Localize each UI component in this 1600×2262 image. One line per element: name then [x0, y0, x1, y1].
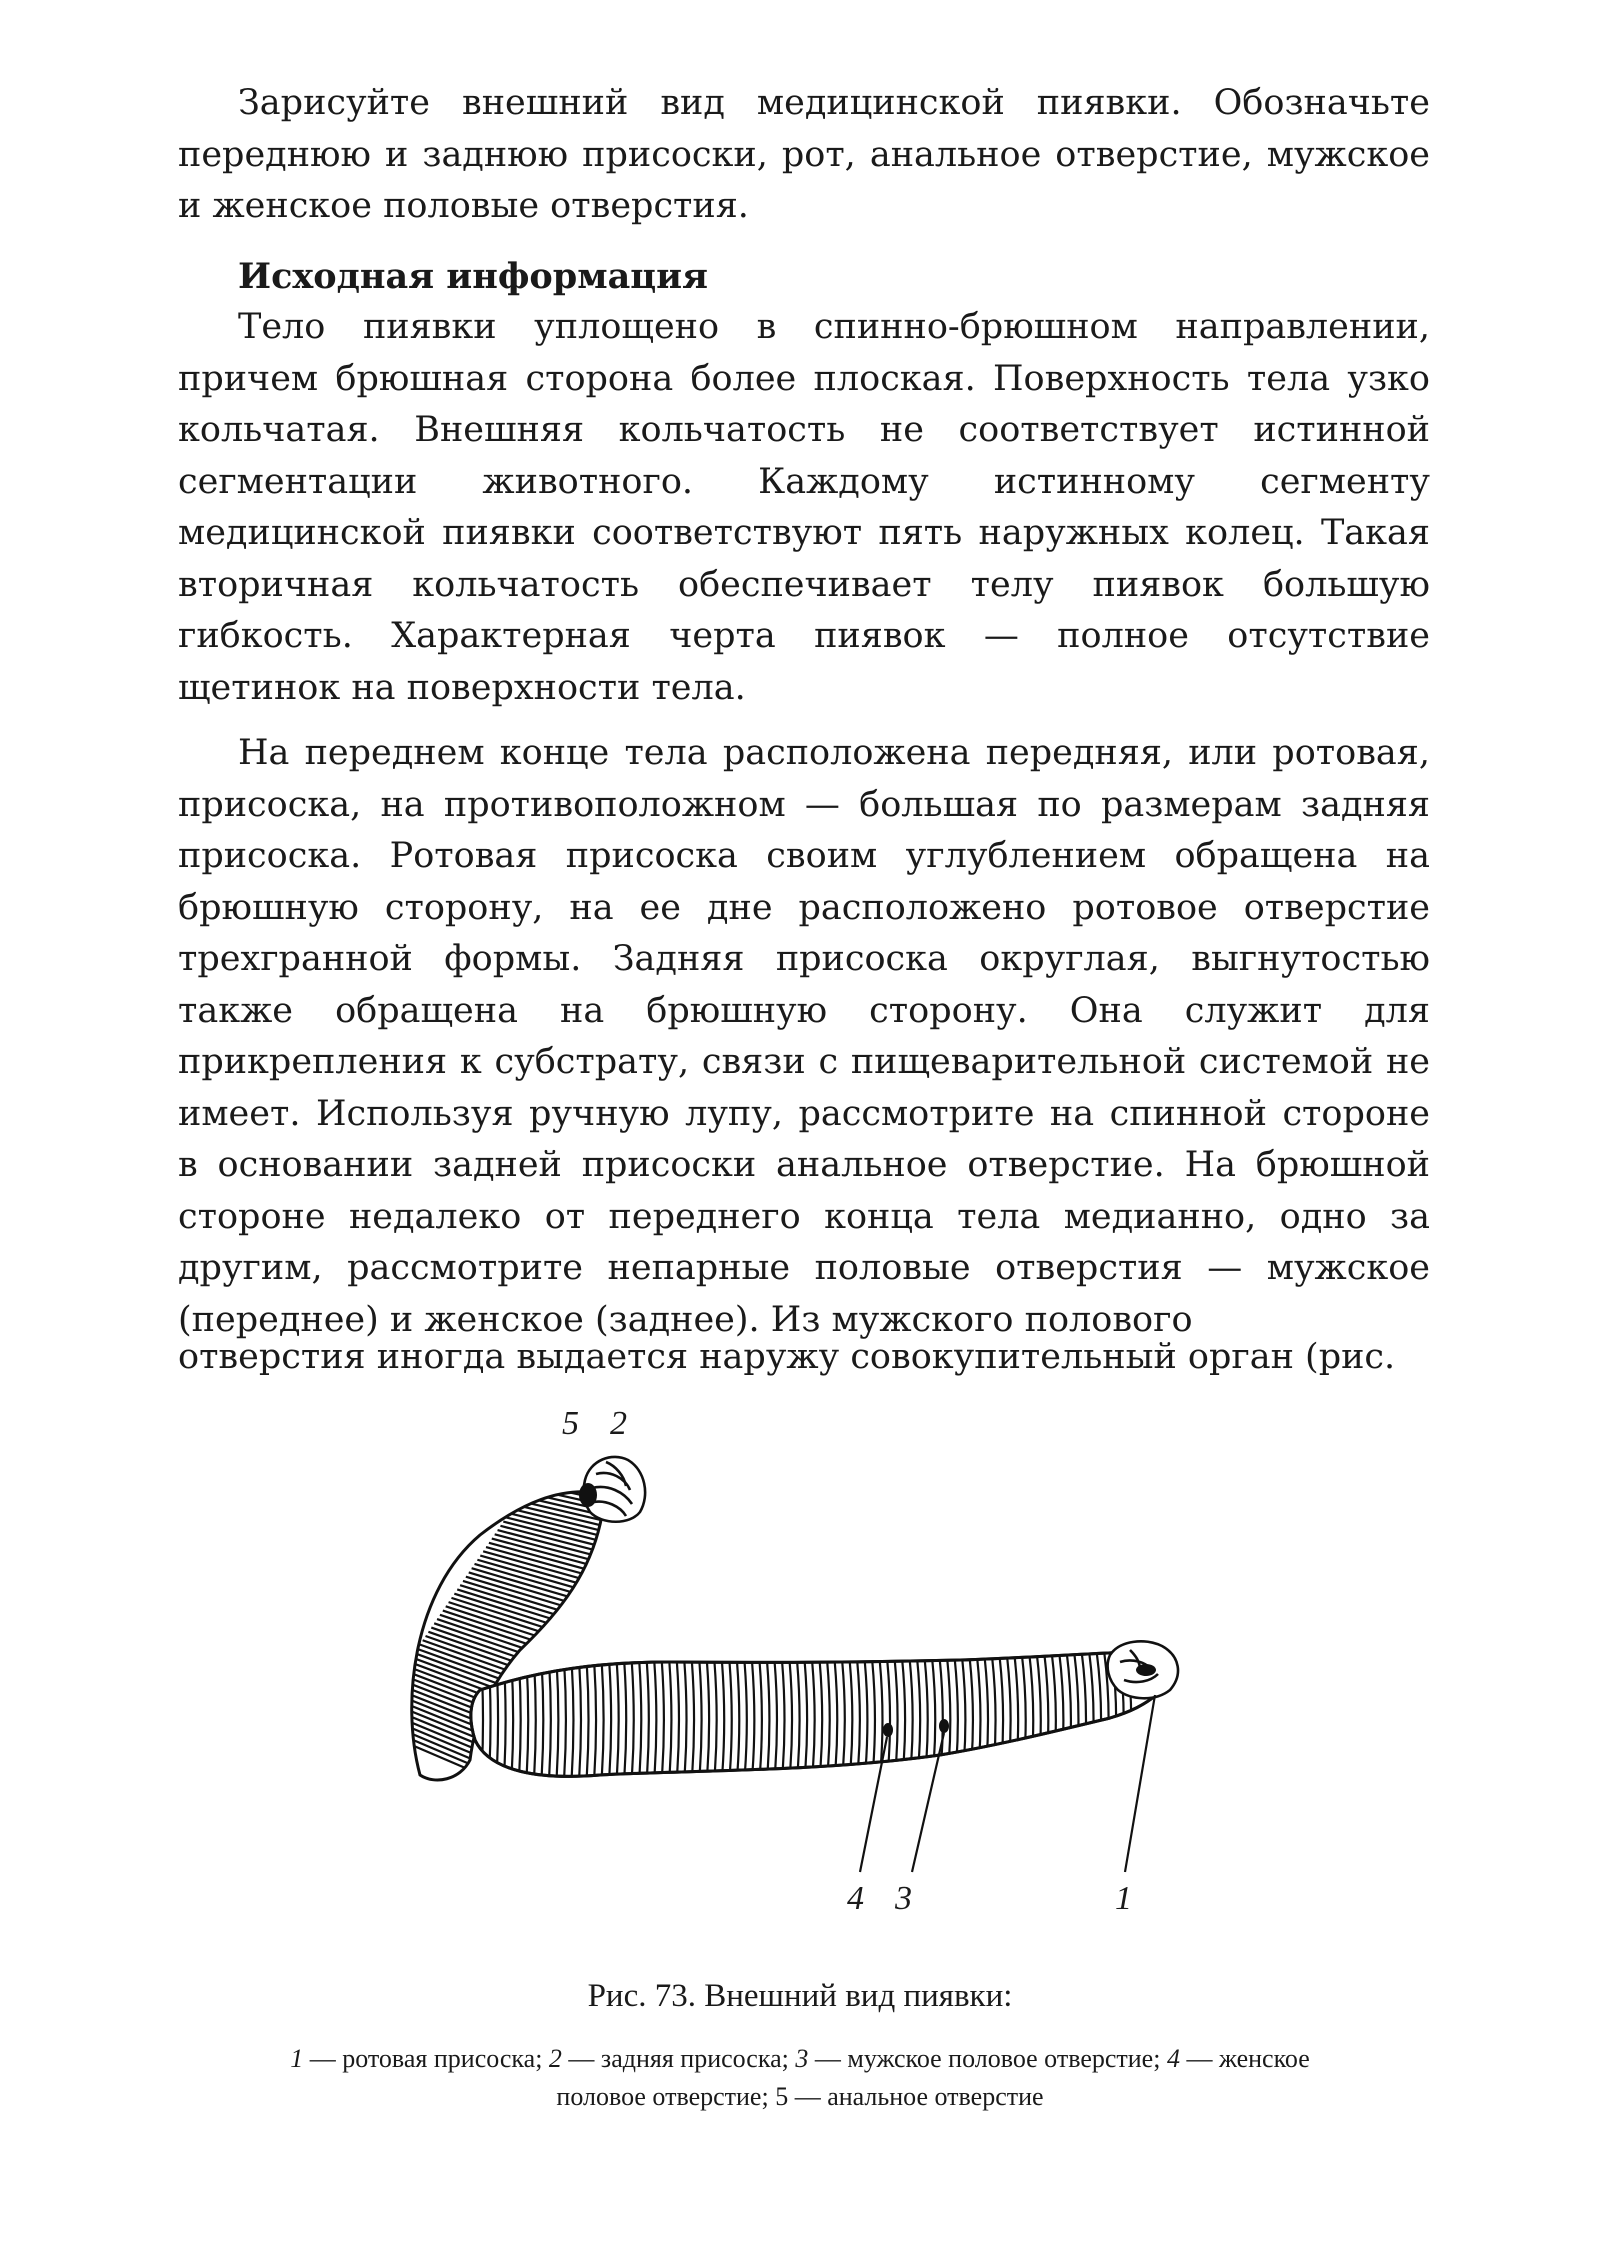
label-5: 5 [562, 1405, 579, 1442]
text-clip [178, 78, 1430, 1366]
figure-caption-legend [250, 2040, 1350, 2116]
intro-paragraph: Зарисуйте внешний вид медицинской пиявки. Обозначьте переднюю и заднюю присоски, рот, анальное отверстие, мужское и женское половые отверстия. [178, 83, 1430, 226]
leech-figure [340, 1400, 1260, 1960]
label-1: 1 [1115, 1880, 1132, 1917]
paragraph-body-shape: Тело пиявки уплощено в спинно-брюшном направлении, причем брюшная сторона более плоская. Поверхность тела узко кольчатая. Внешняя кольчатость не соответствует истинной сегментации животного. Каждому истинному сегменту медицинской пиявки соответствуют пять наружных колец. Такая вторичная кольчатость обеспечивает телу пиявок большую гибкость. Характерная черта пиявок — полное отсутствие щетинок на поверхности тела. [178, 307, 1430, 708]
legend-item-1: 1 — ротовая присоска; [290, 2044, 549, 2073]
legend-item-3: 3 — мужское половое отверстие; [795, 2044, 1167, 2073]
section-heading: Исходная информация [238, 255, 708, 297]
cut-off-line [178, 1337, 1430, 1384]
leader-line-1 [1125, 1695, 1155, 1872]
label-4: 4 [847, 1880, 864, 1917]
paragraph-suckers: На переднем конце тела расположена передняя, или ротовая, присоска, на противоположном — большая по размерам задняя присоска. Ротовая присоска своим углублением обращена на брюшную сторону, на ее дне расположено ротовое отверстие трехгранной формы. Задняя присоска округлая, выгнутостью также обращена на брюшную сторону. Она служит для прикрепления к субстрату, связи с пищеварительной системой не имеет. Используя ручную лупу, рассмотрите на спинной стороне в основании задней присоски анальное отверстие. На брюшной стороне недалеко от переднего конца тела медианно, одно за другим, рассмотрите непарные половые отверстия — мужское (переднее) и женское (заднее). Из мужского полового [178, 733, 1430, 1340]
male-genital-opening [939, 1719, 949, 1733]
legend-item-4: 4 — женское половое отверстие; 5 — анальное отверстие [556, 2044, 1310, 2111]
anal-opening [579, 1483, 597, 1507]
legend-item-2: 2 — задняя присоска; [548, 2044, 796, 2073]
cut-off-line-text: отверстия иногда выдается наружу совокупительный орган (рис. [178, 1337, 1396, 1377]
label-2: 2 [610, 1405, 627, 1442]
figure-caption-title: Рис. 73. Внешний вид пиявки: [587, 1978, 1013, 2014]
body-text [178, 78, 1430, 1366]
mouth-opening [1136, 1664, 1156, 1676]
label-3: 3 [895, 1880, 912, 1917]
leech-body [471, 1640, 1166, 1800]
female-genital-opening [883, 1723, 893, 1737]
leech-drawing [340, 1400, 1260, 1960]
